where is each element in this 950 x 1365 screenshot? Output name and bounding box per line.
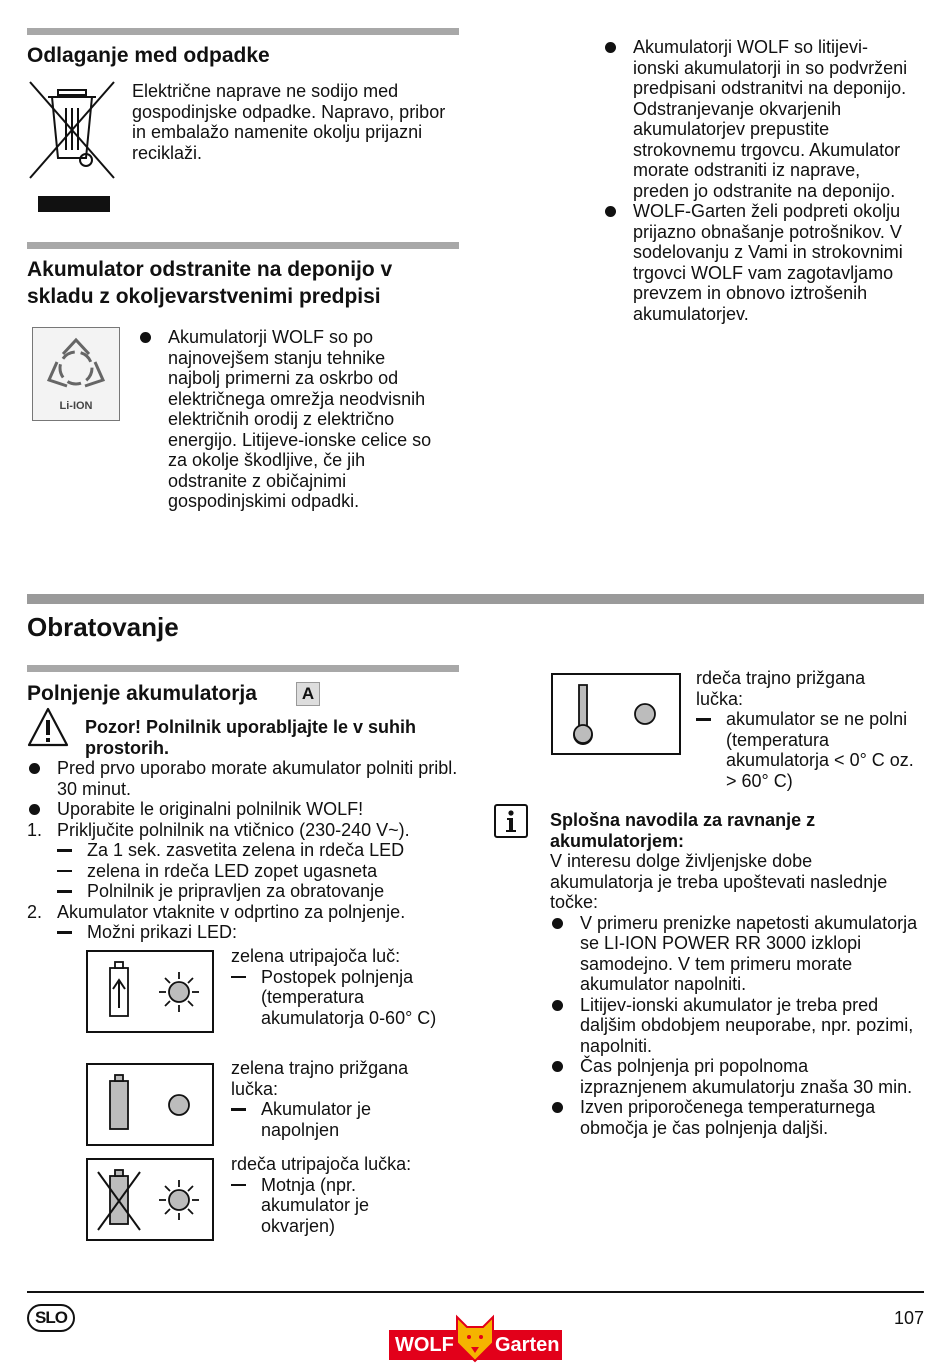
battery-disposal-title-line1: Akumulator odstranite na deponijo v — [27, 258, 393, 281]
led3-description: rdeča utripajoča lučka: Motnja (npr. akumulator je okvarjen) — [231, 1154, 441, 1236]
dash-item: Polnilnik je pripravljen za obratovanje — [57, 881, 467, 902]
list-item: Akumulatorji WOLF so litijevi-ionski akumulatorji in so podvrženi predpisani odstranitvi na deponijo. Odstranjevanje okvarjenih akumulatorjev prepustite strokovnemu trgovcu. Akumulator morate odstraniti iz naprave, preden jo odstranite na deponijo. — [603, 37, 913, 201]
operation-title: Obratovanje — [27, 612, 179, 642]
page-number: 107 — [893, 1308, 924, 1328]
disposal-text: Električne naprave ne sodijo med gospodinjske odpadke. Napravo, pribor in embalažo namenite okolju prijazni reciklaži. — [132, 81, 446, 163]
charging-bullets — [27, 758, 467, 820]
step-2: 2. Akumulator vtaknite v odprtino za polnjenje. Možni prikazi LED: — [27, 902, 467, 943]
dash-item: Motnja (npr. akumulator je okvarjen) — [231, 1175, 441, 1237]
li-ion-label: Li-ION — [59, 400, 93, 412]
disposal-title: Odlaganje med odpadke — [27, 44, 270, 67]
right-top-list — [603, 37, 913, 324]
warning-icon — [27, 706, 69, 748]
step-2-dashes — [57, 922, 467, 943]
li-ion-recycle-icon — [32, 327, 120, 421]
charging-title: Polnjenje akumulatorja — [27, 682, 257, 705]
charging-instructions — [27, 758, 467, 943]
led-red-steady-diagram — [551, 673, 681, 755]
figure-badge: A — [296, 682, 320, 706]
wolf-garten-logo: WOLF Garten — [389, 1313, 562, 1363]
list-item: Čas polnjenja pri popolnoma izpraznjenem akumulatorju znaša 30 min. — [550, 1056, 920, 1097]
footer-rule — [27, 1291, 924, 1293]
section-divider — [27, 28, 459, 35]
dash-item: Akumulator je napolnjen — [231, 1099, 441, 1140]
led2-description: zelena trajno prižgana lučka: Akumulator je napolnjen — [231, 1058, 441, 1140]
led1-description: zelena utripajoča luč: Postopek polnjenja (temperatura akumulatorja 0-60° C) — [231, 946, 441, 1028]
charging-steps — [27, 820, 467, 943]
dash-item: Za 1 sek. zasvetita zelena in rdeča LED — [57, 840, 467, 861]
list-item: Uporabite le originalni polnilnik WOLF! — [27, 799, 467, 820]
warning-text: Pozor! Polnilnik uporabljajte le v suhih prostorih. — [85, 717, 417, 758]
info-title: Splošna navodila za ravnanje z akumulatorjem: — [550, 810, 816, 851]
dash-item: Možni prikazi LED: — [57, 922, 467, 943]
led-green-blinking-diagram — [86, 950, 214, 1033]
list-item: Izven priporočenega temperaturnega območja je čas polnjenja daljši. — [550, 1097, 920, 1138]
led4-description: rdeča trajno prižgana lučka: akumulator se ne polni (temperatura akumulatorja < 0° C oz. > 60° C) — [696, 668, 916, 791]
black-bar — [38, 196, 110, 212]
step-1-dashes — [57, 840, 467, 902]
crossed-bin-icon — [28, 80, 116, 180]
list-item: Litijev-ionski akumulator je treba pred daljšim obdobjem neuporabe, npr. pozimi, napolniti. — [550, 995, 920, 1057]
section-divider-thick — [27, 594, 924, 604]
list-item: WOLF-Garten želi podpreti okolju prijazno obnašanje potrošnikov. V sodelovanju z Vami in strokovnimi trgovci WOLF vam zagotavljamo prevzem in obnovo iztrošenih akumulatorjev. — [603, 201, 913, 324]
info-block — [550, 810, 920, 1138]
section-divider — [27, 242, 459, 249]
section-divider — [27, 665, 459, 672]
list-item: Akumulatorji WOLF so po najnovejšem stanju tehnike najbolj primerni za oskrbo od električnega omrežja neodvisnih električnih orodij z električno energijo. Litijeve-ionske celice so za okolje škodljive, če jih odstranite z običajnimi gospodinjskimi odpadki. — [138, 327, 440, 512]
list-item: V primeru prenizke napetosti akumulatorja se LI-ION POWER RR 3000 izklopi samodejno. V tem primeru morate akumulator napolniti. — [550, 913, 920, 995]
led-green-steady-diagram — [86, 1063, 214, 1146]
dash-item: Postopek polnjenja (temperatura akumulatorja 0-60° C) — [231, 967, 441, 1029]
battery-disposal-title-line2: skladu z okoljevarstvenimi predpisi — [27, 285, 381, 308]
battery-disposal-list — [138, 327, 440, 512]
step-1: 1. Priključite polnilnik na vtičnico (230-240 V~). Za 1 sek. zasvetita zelena in rdeča LED zelena in rdeča LED zopet ugasneta Polnilnik je pripravljen za obratovanje — [27, 820, 467, 902]
led-red-blinking-diagram — [86, 1158, 214, 1241]
info-bullets — [550, 913, 920, 1139]
info-intro: V interesu dolge življenjske dobe akumulatorja je treba upoštevati naslednje točke: — [550, 851, 888, 912]
wolf-head-icon — [453, 1313, 497, 1363]
info-icon — [494, 804, 528, 838]
dash-item: akumulator se ne polni (temperatura akumulatorja < 0° C oz. > 60° C) — [696, 709, 916, 791]
list-item: Pred prvo uporabo morate akumulator polniti pribl. 30 minut. — [27, 758, 467, 799]
language-badge: SLO — [27, 1304, 75, 1332]
dash-item: zelena in rdeča LED zopet ugasneta — [57, 861, 467, 882]
